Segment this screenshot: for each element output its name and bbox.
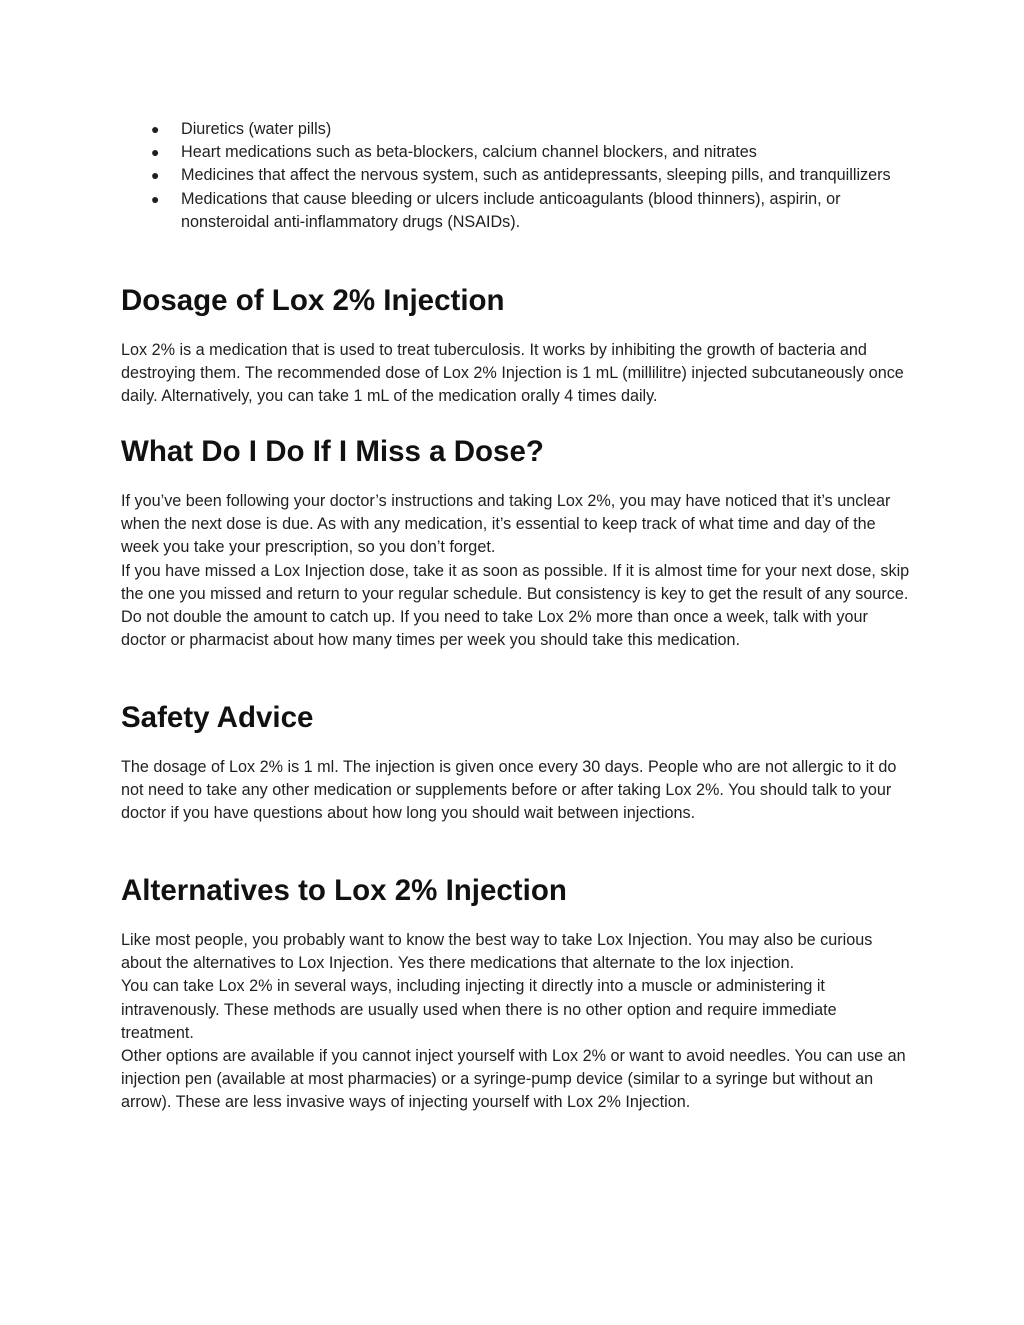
document-page bbox=[121, 118, 911, 1112]
medication-bullet-list bbox=[121, 118, 911, 234]
list-item-text: Diuretics (water pills) bbox=[181, 120, 332, 138]
list-item-text: Medicines that affect the nervous system, such as antidepressants, sleeping pills, and tranquillizers bbox=[181, 166, 891, 185]
section-paragraph: Do not double the amount to catch up. If you need to take Lox 2% more than once a week, talk with your doctor or pharmacist about how many times per week you should take this medication. bbox=[121, 608, 868, 650]
section-paragraph: Other options are available if you cannot inject yourself with Lox 2% or want to avoid needles. You can use an injection pen (available at most pharmacies) or a syringe-pump device (similar to a syringe but without an arrow). These are less invasive ways of injecting yourself with Lox 2% Injection. bbox=[121, 1047, 906, 1112]
section-heading: Dosage of Lox 2% Injection bbox=[121, 284, 505, 317]
section-paragraph: Like most people, you probably want to know the best way to take Lox Injection. You may also be curious about the alternatives to Lox Injection. Yes there medications that alternate to the lox injection. bbox=[121, 931, 873, 973]
bullet-icon: ● bbox=[151, 144, 160, 161]
bullet-icon: ● bbox=[151, 167, 160, 184]
list-item bbox=[121, 141, 911, 164]
section-heading: Alternatives to Lox 2% Injection bbox=[121, 874, 567, 907]
list-item bbox=[121, 188, 911, 234]
section-heading: What Do I Do If I Miss a Dose? bbox=[121, 435, 544, 468]
section-heading: Safety Advice bbox=[121, 701, 314, 734]
section-alternatives bbox=[121, 873, 911, 1115]
section-dosage bbox=[121, 283, 911, 409]
section-paragraph: Lox 2% is a medication that is used to treat tuberculosis. It works by inhibiting the growth of bacteria and destroying them. The recommended dose of Lox 2% Injection is 1 mL (millilitre) injected subcutaneously once daily. Alternatively, you can take 1 mL of the medication orally 4 times daily. bbox=[121, 341, 904, 406]
list-item bbox=[121, 164, 911, 187]
section-paragraph: The dosage of Lox 2% is 1 ml. The injection is given once every 30 days. People who are not allergic to it do not need to take any other medication or supplements before or after taking Lox 2%. You should talk to your doctor if you have questions about how long you should wait between injections. bbox=[121, 758, 897, 823]
section-missed-dose bbox=[121, 434, 911, 652]
list-item bbox=[121, 118, 911, 141]
list-item-text: Medications that cause bleeding or ulcers include anticoagulants (blood thinners), aspirin, or nonsteroidal anti-inflammatory drugs (NSAIDs). bbox=[181, 189, 841, 231]
bullet-icon: ● bbox=[151, 190, 160, 207]
section-paragraph: If you’ve been following your doctor’s instructions and taking Lox 2%, you may have noticed that it’s unclear when the next dose is due. As with any medication, it’s essential to keep track of what time and day of the week you take your prescription, so you don’t forget. bbox=[121, 492, 891, 557]
list-item-text: Heart medications such as beta-blockers, calcium channel blockers, and nitrates bbox=[181, 143, 757, 162]
section-paragraph: If you have missed a Lox Injection dose, take it as soon as possible. If it is almost time for your next dose, skip the one you missed and return to your regular schedule. But consistency is key to get the result of any source. bbox=[121, 561, 910, 603]
section-safety-advice bbox=[121, 700, 911, 826]
section-paragraph: You can take Lox 2% in several ways, including injecting it directly into a muscle or administering it intravenously. These methods are usually used when there is no other option and require immediate treatment. bbox=[121, 977, 837, 1042]
bullet-icon: ● bbox=[151, 121, 160, 137]
